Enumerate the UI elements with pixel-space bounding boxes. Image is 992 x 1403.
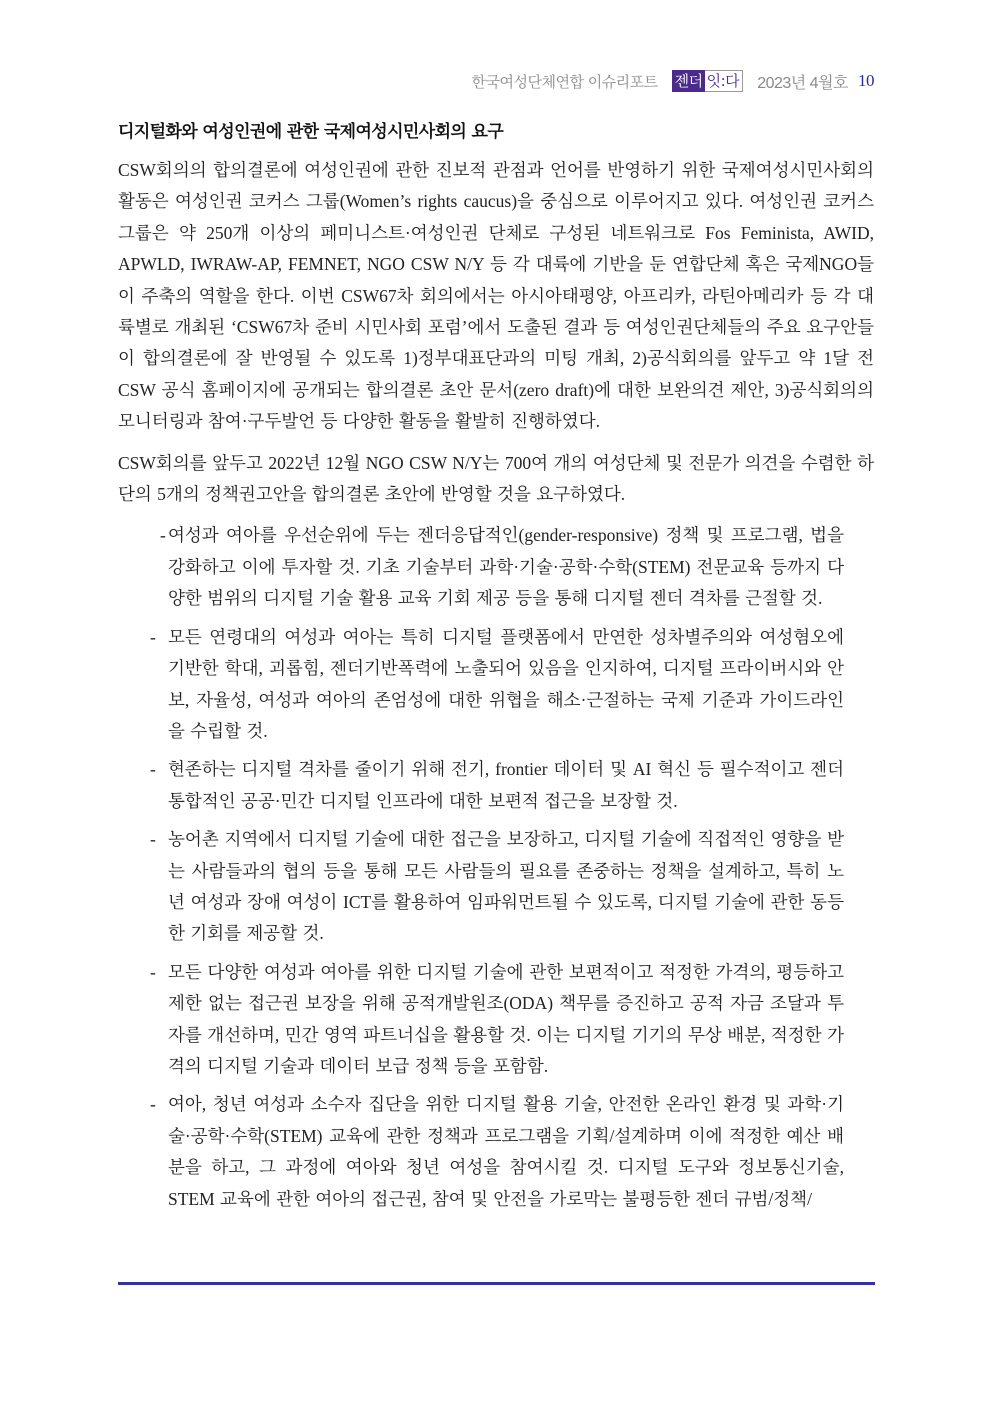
list-item-text: 농어촌 지역에서 디지털 기술에 대한 접근을 보장하고, 디지털 기술에 직접적인 영향을 받는 사람들과의 협의 등을 통해 모든 사람들의 필요를 존중하는 정책을 설계하고, 특히 노년 여성과 장애 여성이 ICT를 활용하여 임파워먼트될 수 있도록, 디지털 기술에 관한 동등한 기회를 제공할 것. xyxy=(168,829,844,944)
dash-bullet-icon: - xyxy=(150,961,156,982)
dash-bullet-icon: - xyxy=(150,829,156,850)
list-item xyxy=(118,520,874,614)
dash-bullet-icon: - xyxy=(150,626,156,647)
issue-date: 2023년 4월호 xyxy=(757,74,848,92)
list-item xyxy=(118,957,874,1083)
list-item xyxy=(118,622,874,748)
paragraph-caucus-activities: CSW회의의 합의결론에 여성인권에 관한 진보적 관점과 언어를 반영하기 위한 국제여성시민사회의 활동은 여성인권 코커스 그룹(Women’s rights caucus)을 중심으로 이루어지고 있다. 여성인권 코커스 그룹은 약 250개 이상의 페미니스트·여성인권 단체로 구성된 네트워크로 Fos Feminista, AWID, APWLD, IWRAW-AP, FEMNET, NGO CSW N/Y 등 각 대륙에 기반을 둔 연합단체 혹은 국제NGO들이 주축의 역할을 한다. 이번 CSW67차 회의에서는 아시아태평양, 아프리카, 라틴아메리카 등 각 대륙별로 개최된 ‘CSW67차 준비 시민사회 포럼’에서 도출된 결과 등 여성인권단체들의 주요 요구안들이 합의결론에 잘 반영될 수 있도록 1)정부대표단과의 미팅 개최, 2)공식회의를 앞두고 약 1달 전 CSW 공식 홈페이지에 공개되는 합의결론 초안 문서(zero draft)에 대한 보완의견 제안, 3)공식회의의 모니터링과 참여·구두발언 등 다양한 활동을 활발히 진행하였다. xyxy=(118,160,874,432)
report-logo xyxy=(672,70,744,92)
recommendation-list xyxy=(118,520,874,1215)
list-item-text: 현존하는 디지털 격차를 줄이기 위해 전기, frontier 데이터 및 AI 혁신 등 필수적이고 젠더 통합적인 공공·민간 디지털 인프라에 대한 보편적 접근을 보장할 것. xyxy=(168,759,844,811)
list-item xyxy=(118,824,874,950)
section-title: 디지털화와 여성인권에 관한 국제여성시민사회의 요구 xyxy=(118,122,504,142)
list-item-text: 여아, 청년 여성과 소수자 집단을 위한 디지털 활용 기술, 안전한 온라인 환경 및 과학·기술·공학·수학(STEM) 교육에 관한 정책과 프로그램을 기획/설계하며 이에 적정한 예산 배분을 하고, 그 과정에 여아와 청년 여성을 참여시킬 것. 디지털 도구와 정보통신기술, STEM 교육에 관한 여아의 접근권, 참여 및 안전을 가로막는 불평등한 젠더 규범/정책/ xyxy=(168,1094,844,1209)
logo-part-itda: 잇:다 xyxy=(705,70,744,92)
page-header xyxy=(472,68,874,94)
dash-bullet-icon: - xyxy=(150,1094,156,1115)
dash-bullet-icon: - xyxy=(160,525,166,546)
logo-part-gender: 젠더 xyxy=(672,70,705,92)
list-item-text: 모든 다양한 여성과 여아를 위한 디지털 기술에 관한 보편적이고 적정한 가격의, 평등하고 제한 없는 접근권 보장을 위해 공적개발원조(ODA) 책무를 증진하고 공적 자금 조달과 투자를 개선하며, 민간 영역 파트너십을 활용할 것. 이는 디지털 기기의 무상 배분, 적정한 가격의 디지털 기술과 데이터 보급 정책 등을 포함함. xyxy=(168,961,844,1076)
publisher-name: 한국여성단체연합 이슈리포트 xyxy=(471,72,658,91)
footer-divider xyxy=(118,1282,875,1285)
list-item-text: 모든 연령대의 여성과 여아는 특히 디지털 플랫폼에서 만연한 성차별주의와 여성혐오에 기반한 학대, 괴롭힘, 젠더기반폭력에 노출되어 있음을 인지하여, 디지털 프라이버시와 안보, 자율성, 여성과 여아의 존엄성에 대한 위협을 해소·근절하는 국제 기준과 가이드라인을 수립할 것. xyxy=(168,626,844,741)
page-number: 10 xyxy=(858,71,874,90)
list-item xyxy=(118,1089,874,1215)
list-item-text: 여성과 여아를 우선순위에 두는 젠더응답적인(gender-responsive) 정책 및 프로그램, 법을 강화하고 이에 투자할 것. 기초 기술부터 과학·기술·공학·수학(STEM) 전문교육 등까지 다양한 범위의 디지털 기술 활용 교육 기회 제공 등을 통해 디지털 젠더 격차를 근절할 것. xyxy=(168,525,844,609)
document-body xyxy=(118,115,874,1215)
list-item xyxy=(118,754,874,817)
paragraph-ngo-csw-recommendations: CSW회의를 앞두고 2022년 12월 NGO CSW N/Y는 700여 개의 여성단체 및 전문가 의견을 수렴한 하단의 5개의 정책권고안을 합의결론 초안에 반영할 것을 요구하였다. xyxy=(118,452,874,505)
dash-bullet-icon: - xyxy=(150,759,156,780)
